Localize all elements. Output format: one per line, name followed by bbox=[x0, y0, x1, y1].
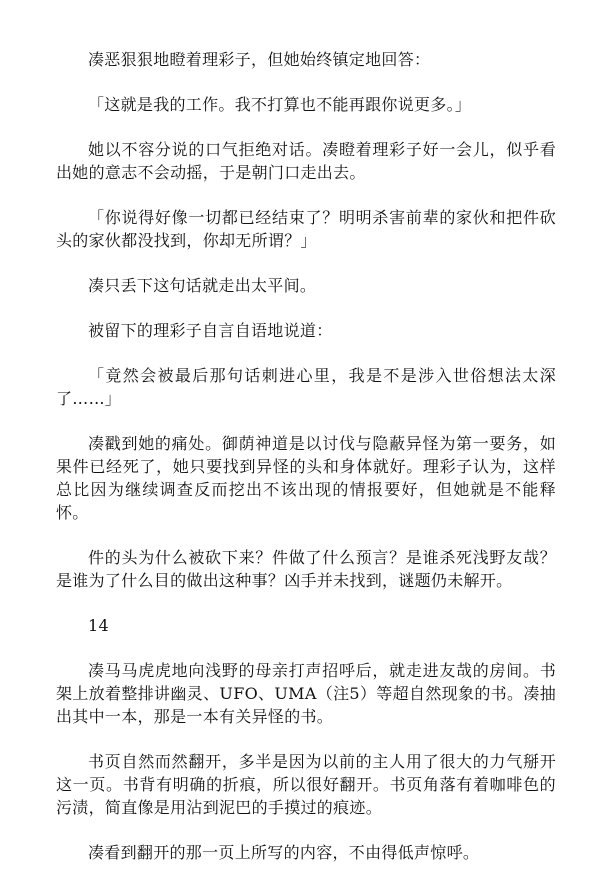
paragraph: 件的头为什么被砍下来？件做了什么预言？是谁杀死浅野友哉？是谁为了什么目的做出这种事？凶手并未找到，谜题仍未解开。 bbox=[56, 548, 556, 590]
paragraph: 书页自然而然翻开，多半是因为以前的主人用了很大的力气掰开这一页。书背有明确的折痕，所以很好翻开。书页角落有着咖啡色的污渍，简直像是用沾到泥巴的手摸过的痕迹。 bbox=[56, 752, 556, 817]
paragraph: 凑恶狠狠地瞪着理彩子，但她始终镇定地回答： bbox=[88, 50, 431, 69]
page-body bbox=[56, 48, 556, 886]
paragraph: 「这就是我的工作。我不打算也不能再跟你说更多。」 bbox=[88, 95, 472, 114]
paragraph: 凑看到翻开的那一页上所写的内容，不由得低声惊呼。 bbox=[88, 843, 480, 862]
chapter-number: 14 bbox=[88, 616, 109, 635]
paragraph: 她以不容分说的口气拒绝对话。凑瞪着理彩子好一会儿，似乎看出她的意志不会动摇，于是朝门口走出去。 bbox=[56, 140, 556, 182]
paragraph: 「竟然会被最后那句话刺进心里，我是不是涉入世俗想法太深了……」 bbox=[56, 366, 556, 408]
paragraph: 凑戳到她的痛处。御荫神道是以讨伐与隐蔽异怪为第一要务，如果件已经死了，她只要找到异怪的头和身体就好。理彩子认为，这样总比因为继续调查反而挖出不该出现的情报要好，但她就是不能释怀。 bbox=[56, 434, 556, 522]
paragraph: 「你说得好像一切都已经结束了？明明杀害前辈的家伙和把件砍头的家伙都没找到，你却无所谓？」 bbox=[56, 208, 556, 250]
paragraph: 凑只丢下这句话就走出太平间。 bbox=[88, 276, 317, 295]
paragraph: 被留下的理彩子自言自语地说道： bbox=[88, 321, 333, 340]
paragraph: 凑马马虎虎地向浅野的母亲打声招呼后，就走进友哉的房间。书架上放着整排讲幽灵、UFO、UMA（注5）等超自然现象的书。凑抽出其中一本，那是一本有关异怪的书。 bbox=[56, 661, 556, 726]
